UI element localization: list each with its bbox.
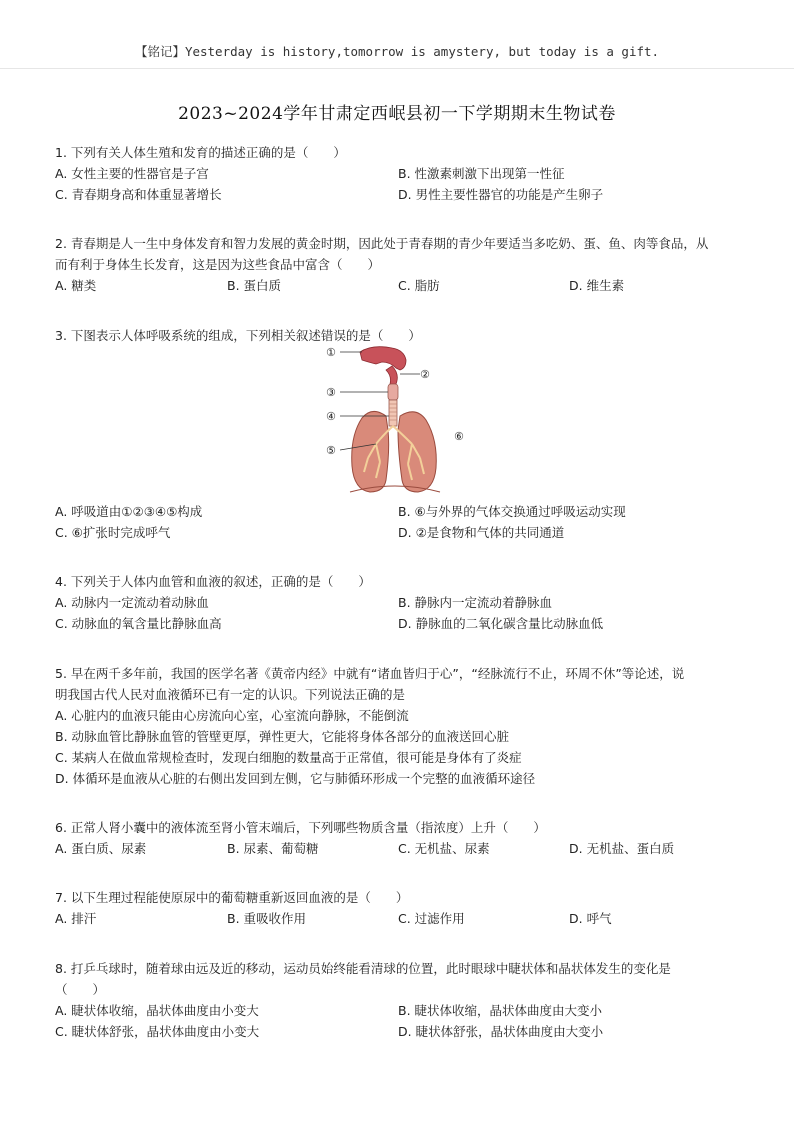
- page-header: [0, 0, 794, 69]
- question-stem-cont: 明我国古代人民对血液循环已有一定的认识。下列说法正确的是: [55, 687, 406, 702]
- option-a: A. 睫状体收缩，晶状体曲度由小变大: [55, 1003, 259, 1018]
- question-stem-cont: 而有利于身体生长发育，这是因为这些食品中富含（ ）: [55, 257, 381, 272]
- option-d: D. 维生素: [569, 278, 625, 293]
- question-stem: 2. 青春期是人一生中身体发育和智力发展的黄金时期，因此处于青春期的青少年要适当多吃奶、蛋、鱼、肉等食品，从: [55, 236, 709, 251]
- respiratory-system-figure: [320, 340, 470, 498]
- option-d: D. 睫状体舒张，晶状体曲度由大变小: [398, 1024, 604, 1039]
- option-c: C. 睫状体舒张，晶状体曲度由小变大: [55, 1024, 260, 1039]
- label-4: ④: [326, 410, 336, 423]
- label-1: ①: [326, 346, 336, 359]
- question-7: [55, 887, 745, 929]
- option-d: D. ②是食物和气体的共同通道: [398, 525, 565, 540]
- option-d: D. 无机盐、蛋白质: [569, 841, 675, 856]
- nasal-cavity: [360, 347, 406, 370]
- option-a: A. 排汗: [55, 911, 97, 926]
- motto-text: 【铭记】Yesterday is history,tomorrow is amystery, but today is a gift.: [134, 44, 660, 59]
- option-a: A. 蛋白质、尿素: [55, 841, 147, 856]
- question-stem-cont: （ ）: [55, 982, 106, 997]
- option-c: C. 青春期身高和体重显著增长: [55, 187, 222, 202]
- question-stem: 8. 打乒乓球时，随着球由远及近的移动，运动员始终能看清球的位置，此时眼球中睫状体和晶状体发生的变化是: [55, 961, 671, 976]
- question-stem: 1. 下列有关人体生殖和发育的描述正确的是（ ）: [55, 145, 346, 160]
- option-b: B. 尿素、葡萄糖: [227, 841, 319, 856]
- option-c: C. 过滤作用: [398, 911, 465, 926]
- option-b: B. 性激素刺激下出现第一性征: [398, 166, 565, 181]
- label-5: ⑤: [326, 444, 336, 457]
- option-a: A. 女性主要的性器官是子宫: [55, 166, 209, 181]
- option-a: A. 动脉内一定流动着动脉血: [55, 595, 209, 610]
- question-1: [55, 142, 745, 205]
- option-c: C. 脂肪: [398, 278, 440, 293]
- option-b: B. 动脉血管比静脉血管的管壁更厚，弹性更大，它能将身体各部分的血液送回心脏: [55, 729, 510, 744]
- question-4: [55, 571, 745, 634]
- label-6: ⑥: [454, 430, 464, 443]
- question-3-options: [55, 501, 745, 543]
- left-lung: [352, 411, 389, 492]
- question-stem: 5. 早在两千多年前，我国的医学名著《黄帝内经》中就有“诸血皆归于心”，“经脉流行不止，环周不休”等论述，说: [55, 666, 685, 681]
- page-title: 2023~2024学年甘肃定西岷县初一下学期期末生物试卷: [178, 104, 616, 124]
- option-c: C. 某病人在做血常规检查时，发现白细胞的数量高于正常值，很可能是身体有了炎症: [55, 750, 522, 765]
- option-b: B. 蛋白质: [227, 278, 282, 293]
- question-8: [55, 958, 745, 1042]
- option-d: D. 体循环是血液从心脏的右侧出发回到左侧，它与肺循环形成一个完整的血液循环途径: [55, 771, 536, 786]
- question-stem: 6. 正常人肾小囊中的液体流至肾小管末端后，下列哪些物质含量（指浓度）上升（ ）: [55, 820, 546, 835]
- larynx: [388, 384, 398, 400]
- question-stem: 7. 以下生理过程能使原尿中的葡萄糖重新返回血液的是（ ）: [55, 890, 409, 905]
- question-6: [55, 817, 745, 859]
- option-b: B. ⑥与外界的气体交换通过呼吸运动实现: [398, 504, 626, 519]
- option-c: C. 无机盐、尿素: [398, 841, 490, 856]
- label-3: ③: [326, 386, 336, 399]
- option-c: C. 动脉血的氧含量比静脉血高: [55, 616, 222, 631]
- option-b: B. 静脉内一定流动着静脉血: [398, 595, 553, 610]
- label-2: ②: [420, 368, 430, 381]
- option-a: A. 糖类: [55, 278, 97, 293]
- option-d: D. 男性主要性器官的功能是产生卵子: [398, 187, 604, 202]
- question-5: [55, 663, 745, 789]
- option-b: B. 睫状体收缩，晶状体曲度由大变小: [398, 1003, 603, 1018]
- pharynx: [386, 366, 397, 384]
- question-stem: 4. 下列关于人体内血管和血液的叙述，正确的是（ ）: [55, 574, 371, 589]
- question-stem: 3. 下图表示人体呼吸系统的组成，下列相关叙述错误的是（ ）: [55, 328, 421, 343]
- option-a: A. 呼吸道由①②③④⑤构成: [55, 504, 203, 519]
- option-d: D. 静脉血的二氧化碳含量比动脉血低: [398, 616, 604, 631]
- option-c: C. ⑥扩张时完成呼气: [55, 525, 171, 540]
- question-2: [55, 233, 745, 296]
- option-b: B. 重吸收作用: [227, 911, 307, 926]
- option-d: D. 呼气: [569, 911, 612, 926]
- option-a: A. 心脏内的血液只能由心房流向心室，心室流向静脉，不能倒流: [55, 708, 409, 723]
